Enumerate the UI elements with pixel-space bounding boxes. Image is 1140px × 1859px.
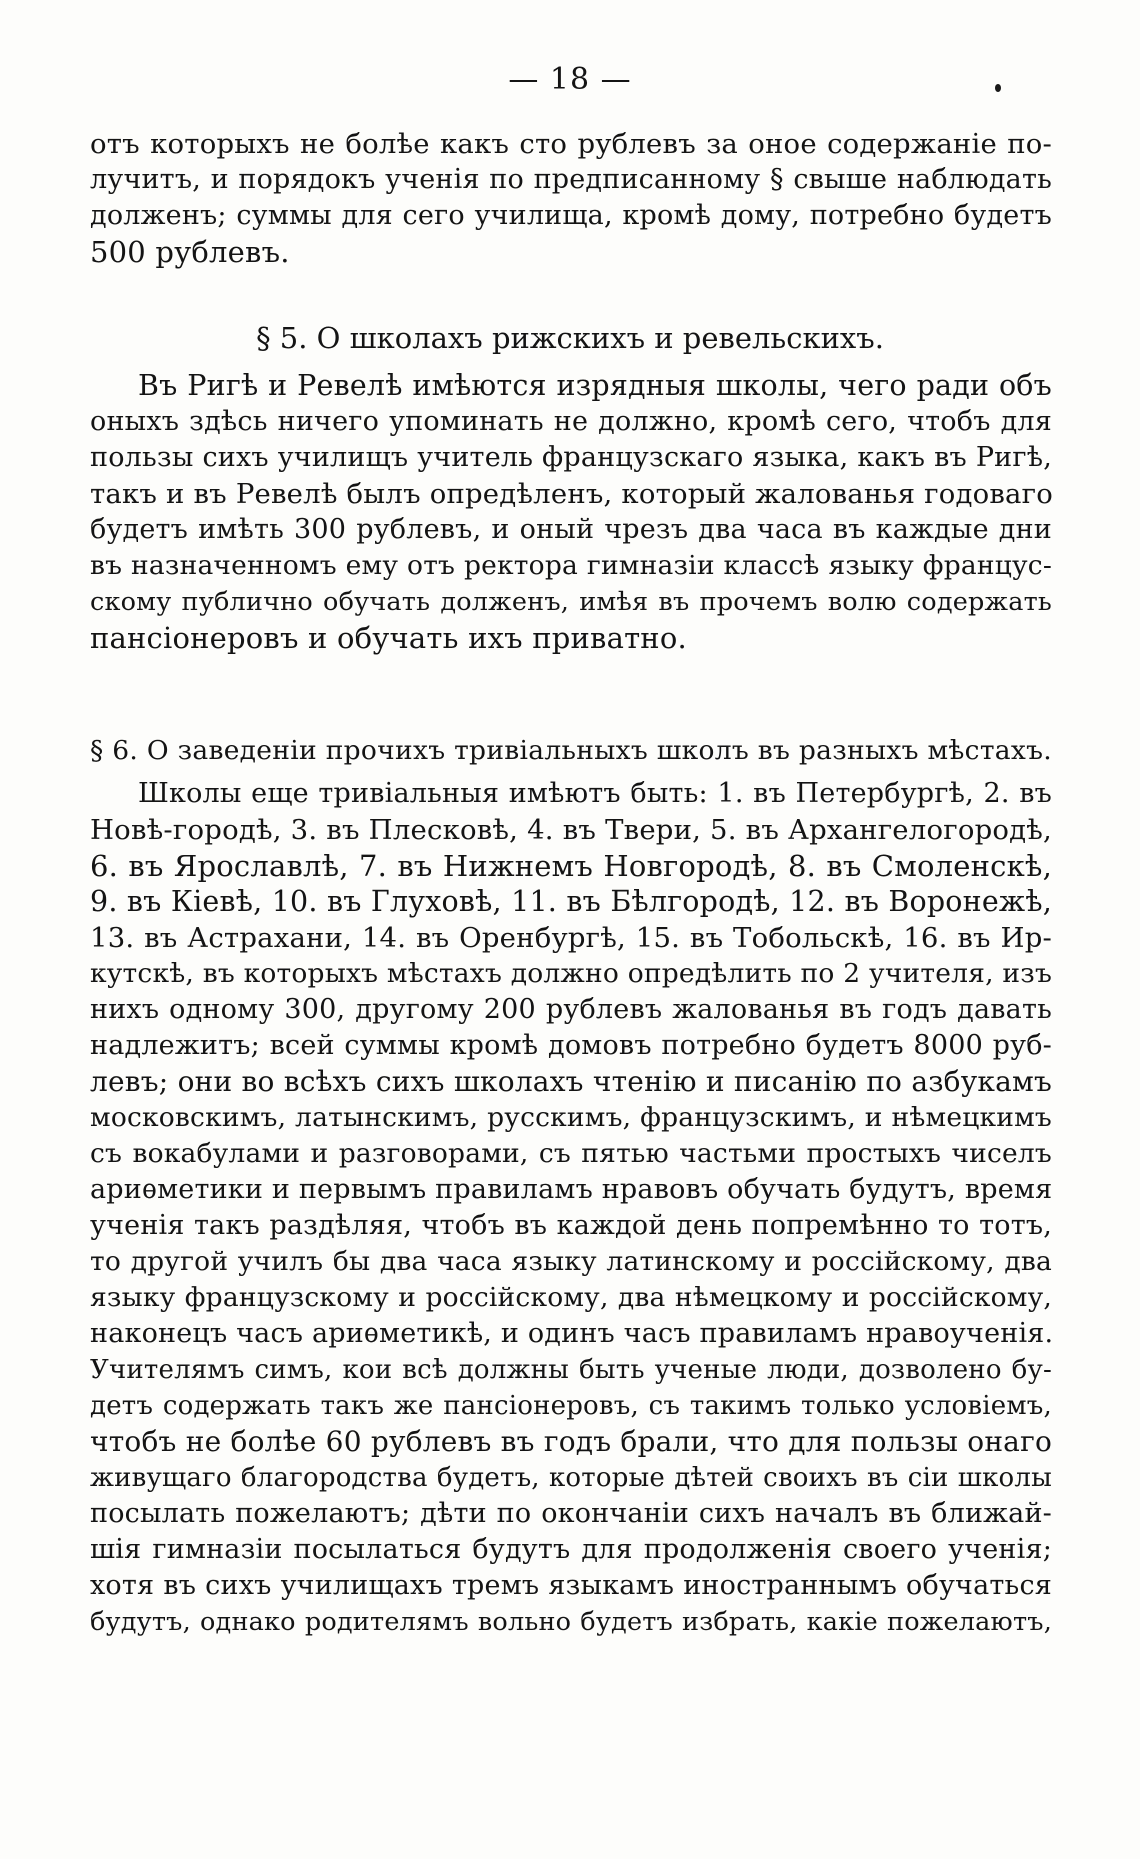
text-line: пользы сихъ училищъ учитель французскаго языка, какъ въ Ригѣ, <box>90 442 1052 473</box>
text-line: ариѳметики и первымъ правиламъ нравовъ обучать будутъ, время <box>90 1174 1053 1205</box>
text-line: оныхъ здѣсь ничего упоминать не должно, кромѣ сего, чтобъ для <box>90 406 1052 437</box>
text-line: живущаго благородства будетъ, которые дѣтей своихъ въ сіи школы <box>90 1463 1052 1493</box>
text-line: наконецъ часъ ариѳметикѣ, и одинъ часъ правиламъ нравоученія. <box>90 1318 1054 1349</box>
text-line: Новѣ-городѣ, 3. въ Плесковѣ, 4. въ Твери, 5. въ Архангелогородѣ, <box>90 814 1052 846</box>
text-line: Учителямъ симъ, кои всѣ должны быть ученые люди, дозволено бу- <box>90 1355 1052 1385</box>
section-heading-6: § 6. О заведеніи прочихъ тривіальныхъ школъ въ разныхъ мѣстахъ. <box>90 735 1053 766</box>
text-line: Школы еще тривіальныя имѣютъ быть: 1. въ Петербургѣ, 2. въ <box>138 778 1052 809</box>
text-line: будутъ, однако родителямъ вольно будетъ избрать, какіе пожелаютъ, <box>90 1607 1052 1637</box>
paragraph-continuation <box>90 126 1052 270</box>
paragraph-trivial-schools <box>90 776 1052 1640</box>
text-line: кутскѣ, въ которыхъ мѣстахъ должно опредѣлить по 2 учителя, изъ <box>90 958 1052 989</box>
ink-speck <box>995 84 1001 92</box>
text-line: въ назначенномъ ему отъ ректора гимназіи классѣ языку францус- <box>90 550 1052 581</box>
page-number: — 18 — <box>508 62 632 97</box>
text-line: 500 рублевъ. <box>90 235 290 269</box>
text-line: такъ и въ Ревелѣ былъ опредѣленъ, который жалованья годоваго <box>90 478 1053 510</box>
text-line: скому публично обучать долженъ, имѣя въ прочемъ волю содержать <box>90 587 1052 617</box>
text-line: 6. въ Ярославлѣ, 7. въ Нижнемъ Новгородѣ, 8. въ Смоленскѣ, <box>90 849 1052 883</box>
text-line: ученія такъ раздѣляя, чтобъ въ каждой день попремѣнно то тотъ, <box>90 1210 1052 1241</box>
text-line: 9. въ Кіевѣ, 10. въ Глуховѣ, 11. въ Бѣлгородѣ, 12. въ Воронежѣ, <box>90 885 1052 918</box>
text-line: будетъ имѣть 300 рублевъ, и оный чрезъ два часа въ каждые дни <box>90 514 1052 545</box>
text-line: отъ которыхъ не болѣе какъ сто рублевъ за оное содержаніе по- <box>90 128 1052 160</box>
text-line: съ вокабулами и разговорами, съ пятью частьми простыхъ чиселъ <box>90 1138 1052 1169</box>
text-line: посылать пожелаютъ; дѣти по окончаніи сихъ началъ въ ближай- <box>90 1498 1052 1529</box>
section-heading-5: § 5. О школахъ рижскихъ и ревельскихъ. <box>256 321 884 355</box>
text-line: языку французскому и россійскому, два нѣмецкому и россійскому, <box>90 1282 1052 1313</box>
paragraph-riga-reval <box>90 368 1052 656</box>
text-line: долженъ; суммы для сего училища, кромѣ дому, потребно будетъ <box>90 200 1052 231</box>
text-line: Въ Ригѣ и Ревелѣ имѣются изрядныя школы, чего ради объ <box>138 369 1052 402</box>
text-line: московскимъ, латынскимъ, русскимъ, французскимъ, и нѣмецкимъ <box>90 1102 1052 1133</box>
text-line: пансіонеровъ и обучать ихъ приватно. <box>90 621 687 655</box>
text-line: нихъ одному 300, другому 200 рублевъ жалованья въ годъ давать <box>90 994 1052 1025</box>
text-line: надлежитъ; всей суммы кромѣ домовъ потребно будетъ 8000 руб- <box>90 1030 1052 1061</box>
text-line: левъ; они во всѣхъ сихъ школахъ чтенію и писанію по азбукамъ <box>90 1065 1052 1098</box>
text-line: детъ содержать такъ же пансіонеровъ, съ такимъ только условіемъ, <box>90 1391 1052 1421</box>
text-line: хотя въ сихъ училищахъ тремъ языкамъ иностраннымъ обучаться <box>90 1570 1052 1601</box>
text-line: чтобъ не болѣе 60 рублевъ въ годъ брали, что для пользы онаго <box>90 1425 1052 1458</box>
text-line: лучитъ, и порядокъ ученія по предписанному § свыше наблюдать <box>90 164 1052 195</box>
text-line: то другой училъ бы два часа языку латинскому и россійскому, два <box>90 1246 1052 1277</box>
text-line: 13. въ Астрахани, 14. въ Оренбургѣ, 15. въ Тобольскѣ, 16. въ Ир- <box>90 922 1052 954</box>
text-line: шія гимназіи посылаться будутъ для продолженія своего ученія; <box>90 1534 1052 1565</box>
